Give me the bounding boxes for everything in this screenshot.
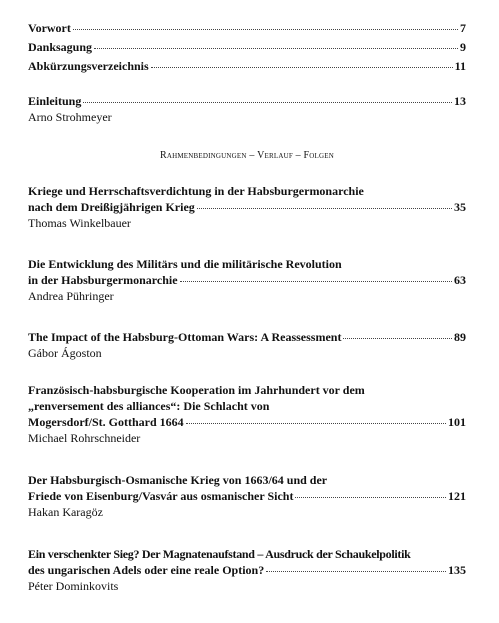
toc-entry-title-line: Mogersdorf/St. Gotthard 1664	[28, 415, 184, 429]
toc-entry-chapter[interactable]	[28, 546, 466, 594]
toc-entry-title: Abkürzungsverzeichnis	[28, 59, 149, 73]
dot-leader	[266, 561, 446, 572]
toc-entry-title-line: nach dem Dreißigjährigen Krieg	[28, 200, 195, 214]
toc-page-number: 11	[454, 59, 466, 73]
toc-page-number: 7	[460, 21, 466, 35]
toc-entry-foreword[interactable]	[28, 20, 466, 36]
toc-page-number: 13	[454, 94, 466, 108]
dot-leader	[186, 413, 446, 424]
toc-entry-title: Einleitung	[28, 94, 82, 108]
toc-entry-title-line: Friede von Eisenburg/Vasvár aus osmanischer Sicht	[28, 489, 294, 503]
toc-entry-author: Gábor Ágoston	[28, 346, 102, 360]
dot-leader	[83, 92, 452, 103]
toc-entry-chapter[interactable]	[28, 472, 466, 520]
toc-page-number: 101	[448, 415, 466, 429]
toc-entry-chapter[interactable]	[28, 256, 466, 304]
toc-entry-author: Thomas Winkelbauer	[28, 216, 131, 230]
dot-leader	[197, 198, 452, 209]
toc-entry-title-line: Französisch-habsburgische Kooperation im Jahrhundert vor dem	[28, 383, 365, 397]
toc-page-number: 35	[454, 200, 466, 214]
toc-entry-title-line: Der Habsburgisch-Osmanische Krieg von 1663/64 und der	[28, 473, 328, 487]
toc-entry-chapter[interactable]	[28, 329, 466, 361]
toc-entry-author: Andrea Pühringer	[28, 289, 114, 303]
toc-entry-chapter[interactable]	[28, 382, 466, 446]
toc-page-number: 63	[454, 273, 466, 287]
toc-entry-title-line: in der Habsburgermonarchie	[28, 273, 178, 287]
toc-entry-title-line: Die Entwicklung des Militärs und die militärische Revolution	[28, 257, 342, 271]
toc-entry-author: Hakan Karagöz	[28, 505, 103, 519]
dot-leader	[295, 487, 446, 498]
toc-page-number: 9	[460, 40, 466, 54]
dot-leader	[73, 19, 458, 30]
toc-entry-author: Arno Strohmeyer	[28, 110, 112, 124]
toc-entry-title: Vorwort	[28, 21, 71, 35]
toc-entry-title-line: des ungarischen Adels oder eine reale Option?	[28, 563, 265, 577]
toc-entry-author: Péter Dominkovits	[28, 579, 119, 593]
dot-leader	[180, 271, 452, 282]
toc-entry-title-line: „renversement des alliances“: Die Schlacht von	[28, 399, 270, 413]
toc-entry-title: Danksagung	[28, 40, 93, 54]
dot-leader	[343, 328, 452, 339]
toc-entry-author: Michael Rohrschneider	[28, 431, 141, 445]
toc-entry-title-line: Ein verschenkter Sieg? Der Magnatenaufstand – Ausdruck der Schaukelpolitik	[28, 547, 411, 561]
toc-entry-title-line: The Impact of the Habsburg-Ottoman Wars: A Reassessment	[28, 330, 342, 344]
toc-page-number: 89	[454, 330, 466, 344]
toc-page-number: 121	[448, 489, 466, 503]
toc-entry-introduction[interactable]	[28, 93, 466, 125]
toc-entry-title-line: Kriege und Herrschaftsverdichtung in der Habsburgermonarchie	[28, 184, 364, 198]
section-heading: Rahmenbedingungen – Verlauf – Folgen	[159, 150, 335, 161]
toc-page-number: 135	[448, 563, 466, 577]
toc-entry-abbreviations[interactable]	[28, 58, 466, 74]
dot-leader	[94, 38, 458, 49]
toc-entry-acknowledgements[interactable]	[28, 39, 466, 55]
dot-leader	[151, 57, 453, 68]
toc-entry-chapter[interactable]	[28, 183, 466, 231]
